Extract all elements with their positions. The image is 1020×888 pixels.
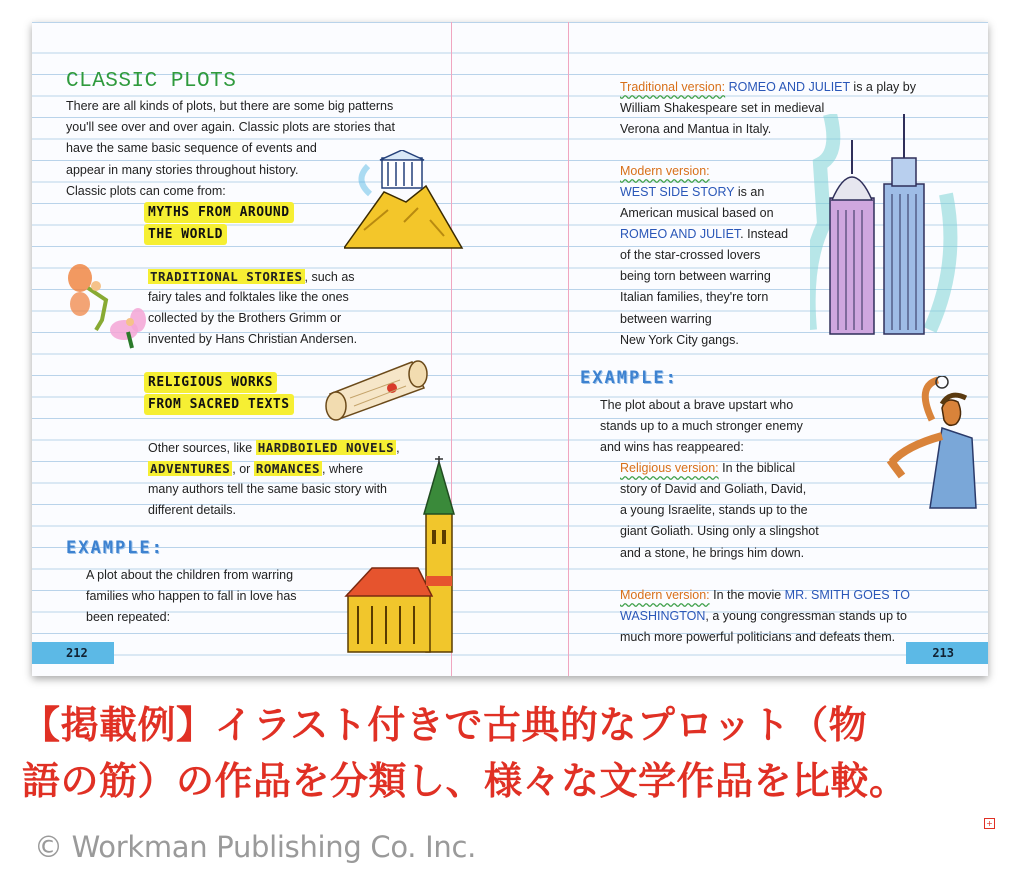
- modern-version-label-2: Modern version:: [620, 588, 710, 602]
- modern-text1: American musical based on: [620, 206, 774, 220]
- mr-smith-title-line1: MR. SMITH GOES TO: [784, 588, 910, 602]
- modern-version-label: Modern version:: [620, 164, 710, 178]
- adventures: ADVENTURES: [150, 461, 231, 476]
- religious-version-line: [620, 458, 860, 479]
- margin-line: [568, 22, 569, 676]
- religious-version-text: story of David and Goliath, David, a young Israelite, stands up to the giant Goliath. Using only a slingshot and a stone, he brings him down.: [620, 482, 819, 560]
- church-tower-illustration: [344, 456, 466, 656]
- modern-text3: of the star-crossed lovers being torn between warring Italian families, they're torn between warring New York City gangs.: [620, 248, 771, 347]
- comma: ,: [396, 441, 400, 455]
- romances: ROMANCES: [255, 461, 321, 476]
- or-word: , or: [232, 462, 254, 476]
- romeo-and-juliet-title: ROMEO AND JULIET: [725, 80, 850, 94]
- movie-rest2: much more powerful politicians and defeats them.: [620, 630, 896, 644]
- traditional-stories-text: fairy tales and folktales like the ones collected by the Brothers Grimm or invented by Hans Christian Andersen.: [148, 290, 358, 347]
- intro-text: There are all kinds of plots, but there are some big patterns you'll see over and over again. Classic plots are stories that have the same basic sequence of events and appear in many stories throughout history. Classic plots can come from:: [66, 99, 395, 198]
- myths-label-line2: THE WORLD: [144, 224, 227, 245]
- traditional-version-line: [620, 77, 960, 98]
- modern-version-line2: [620, 585, 960, 606]
- scroll-illustration: [320, 354, 432, 422]
- traditional-stories-line: [148, 266, 448, 288]
- left-page: [32, 22, 511, 676]
- expand-icon: +: [984, 818, 995, 829]
- other-sources-rest: many authors tell the same basic story with different details.: [148, 482, 387, 518]
- movie-pre: In the movie: [709, 588, 785, 602]
- traditional-rest1: is a play by: [849, 80, 916, 94]
- example-heading-right: EXAMPLE:: [580, 368, 678, 388]
- where-word: , where: [322, 462, 364, 476]
- romeo-and-juliet-title-2: ROMEO AND JULIET: [620, 227, 741, 241]
- caption-line-2: 語の筋）の作品を分類し、様々な文学作品を比較。: [22, 759, 908, 803]
- hardboiled-novels: HARDBOILED NOVELS: [257, 440, 395, 455]
- modern-version-label-line: [620, 161, 840, 182]
- west-side-line: [620, 182, 840, 203]
- religious-version-label: Religious version:: [620, 461, 719, 475]
- traditional-version-text: William Shakespeare set in medieval Verona and Mantua in Italy.: [620, 101, 825, 137]
- movie-line2: [620, 606, 960, 627]
- west-side-story-title: WEST SIDE STORY: [620, 185, 735, 199]
- traditional-after: , such as: [304, 270, 355, 284]
- religious-label-line1: RELIGIOUS WORKS: [144, 372, 277, 393]
- religious-label-line2: FROM SACRED TEXTS: [144, 394, 294, 415]
- page-number: 213: [932, 646, 954, 660]
- example-text-left: A plot about the children from warring families who happen to fall in love has been repeated:: [86, 568, 297, 625]
- right-page: [510, 22, 988, 676]
- fairy-illustration: [66, 260, 146, 352]
- west-side-after: is an: [734, 185, 765, 199]
- caption-line-1: 【掲載例】イラスト付きで古典的なプロット（物: [22, 703, 868, 747]
- movie-rest1: , a young congressman stands up to: [705, 609, 907, 623]
- book-spread: [32, 22, 988, 676]
- myths-label-line1: MYTHS FROM AROUND: [144, 202, 294, 223]
- example-heading-left: EXAMPLE:: [66, 538, 164, 558]
- copyright: © Workman Publishing Co. Inc.: [34, 830, 477, 864]
- religious-rest1: In the biblical: [718, 461, 796, 475]
- example-text-right: The plot about a brave upstart who stands up to a much stronger enemy and wins has reappeared:: [600, 398, 803, 455]
- romeo-line: [620, 224, 840, 245]
- mr-smith-title-line2: WASHINGTON: [620, 609, 706, 623]
- modern-text2: . Instead: [740, 227, 789, 241]
- page-title: CLASSIC PLOTS: [66, 70, 237, 93]
- david-slingshot-illustration: [886, 376, 978, 516]
- traditional-stories-label: TRADITIONAL STORIES: [150, 269, 303, 284]
- other-prefix: Other sources, like: [148, 441, 256, 455]
- traditional-version-label: Traditional version:: [620, 80, 726, 94]
- page-number: 212: [66, 646, 88, 660]
- acropolis-mountain-illustration: [344, 150, 464, 250]
- skyscrapers-illustration: [810, 114, 960, 340]
